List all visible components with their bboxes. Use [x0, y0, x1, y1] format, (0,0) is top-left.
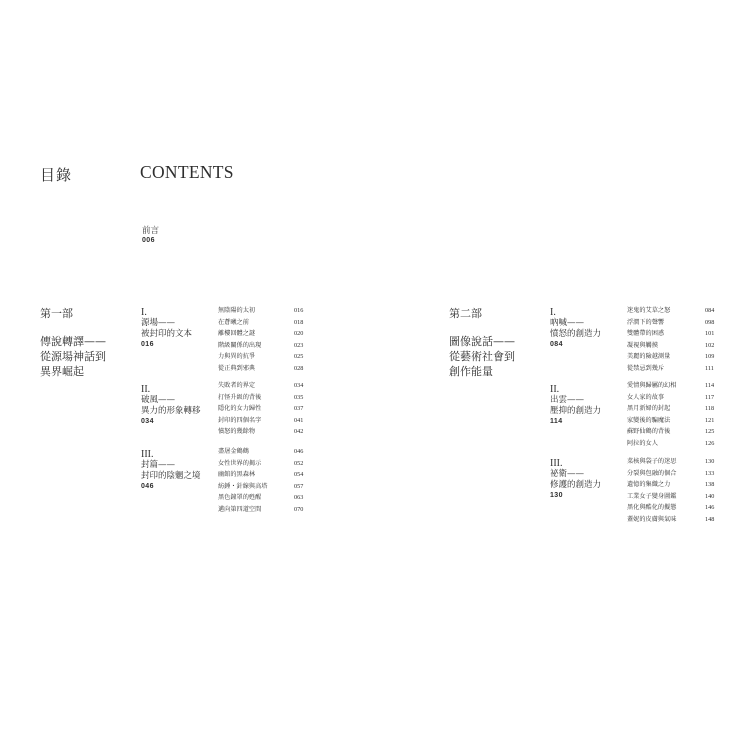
toc-entry[interactable] — [627, 502, 727, 514]
part-two-chapter-2-entries — [627, 380, 727, 450]
chapter-page-number: 084 — [550, 341, 563, 348]
toc-entry[interactable] — [218, 469, 318, 481]
preface-page-number: 006 — [142, 237, 155, 244]
part-one-heading[interactable] — [40, 306, 106, 379]
part-one-chapter-3-entries — [218, 446, 318, 516]
toc-title-chinese: 目錄 — [40, 166, 73, 184]
entry-title: 失敗者的界定 — [218, 382, 256, 389]
chapter-numeral: II. — [550, 384, 560, 395]
toc-title-english: CONTENTS — [140, 162, 234, 182]
chapter-numeral: III. — [141, 449, 154, 460]
toc-entry[interactable] — [627, 317, 727, 329]
chapter-subtitle: 憤怒的創造力 — [550, 329, 602, 339]
chapter-page-number: 046 — [141, 483, 154, 490]
part-two-chapter-2[interactable] — [550, 384, 601, 427]
toc-entry[interactable] — [627, 328, 727, 340]
entry-page: 118 — [705, 405, 715, 413]
entry-page: 130 — [705, 458, 715, 465]
entry-title: 女性世界的揭示 — [218, 459, 262, 467]
part-one-chapter-1[interactable] — [141, 307, 192, 350]
part-two-heading[interactable] — [449, 306, 515, 379]
entry-title: 蓋妮的皮膚與氣味 — [627, 515, 677, 523]
toc-entry[interactable] — [627, 479, 727, 491]
entry-page: 146 — [705, 504, 715, 512]
toc-entry[interactable] — [627, 426, 727, 438]
entry-title: 階級關係的出現 — [218, 341, 262, 349]
toc-entry[interactable] — [627, 340, 727, 352]
entry-title: 憤怒的幾餘物 — [218, 428, 256, 436]
entry-title: 迷鬼的艾草之怒 — [627, 307, 671, 314]
entry-page: 018 — [294, 318, 304, 326]
part-one-chapter-3[interactable] — [141, 449, 201, 492]
part-one-chapter-1-entries — [218, 305, 318, 375]
entry-page: 057 — [294, 482, 304, 490]
entry-page: 126 — [705, 439, 715, 447]
part-two-chapter-3-entries — [627, 456, 727, 526]
entry-title: 從正典到邪典 — [218, 364, 256, 372]
chapter-page-number: 034 — [141, 418, 154, 425]
chapter-name: 破風—— — [141, 395, 176, 405]
toc-entry[interactable] — [218, 328, 318, 340]
entry-title: 幽館的黑森林 — [218, 471, 256, 479]
toc-entry[interactable] — [218, 492, 318, 504]
part-one-title-line: 從源場神話到 — [40, 350, 106, 363]
entry-title: 雙體帶的困惑 — [627, 330, 665, 338]
entry-title: 阿拉的女人 — [627, 439, 658, 447]
entry-title: 遺憶的集織之力 — [627, 481, 671, 489]
entry-page: 070 — [294, 505, 304, 513]
toc-entry[interactable] — [218, 504, 318, 516]
toc-entry[interactable] — [627, 305, 727, 317]
entry-title: 離樓回體之謎 — [218, 330, 256, 338]
preface-label: 前言 — [142, 226, 160, 236]
chapter-subtitle: 修護的創造力 — [550, 480, 602, 490]
entry-title: 女人家的故事 — [627, 393, 665, 401]
entry-page: 037 — [294, 405, 304, 413]
toc-entry[interactable] — [218, 426, 318, 438]
entry-page: 084 — [705, 307, 715, 314]
toc-entry[interactable] — [627, 351, 727, 363]
entry-page: 042 — [294, 428, 304, 436]
entry-page: 046 — [294, 448, 304, 455]
part-two-title-line: 圖像說話—— — [449, 335, 515, 348]
entry-page: 101 — [705, 330, 715, 338]
entry-page: 148 — [705, 515, 715, 523]
entry-title: 蘇野仙鶴的背後 — [627, 428, 671, 436]
toc-entry[interactable] — [218, 317, 318, 329]
entry-page: 063 — [294, 494, 304, 502]
entry-page: 016 — [294, 307, 304, 314]
entry-page: 140 — [705, 492, 715, 500]
toc-entry[interactable] — [218, 305, 318, 317]
chapter-subtitle: 封印的陰魍之境 — [141, 471, 201, 481]
chapter-name: 源場—— — [141, 318, 176, 328]
toc-entry[interactable] — [218, 380, 318, 392]
entry-page: 125 — [705, 428, 715, 436]
toc-entry[interactable] — [218, 351, 318, 363]
chapter-name: 吶喊—— — [550, 318, 585, 328]
chapter-page-number: 114 — [550, 418, 563, 425]
part-two-label: 第二部 — [449, 307, 482, 320]
entry-title: 凝視與觸摸 — [627, 341, 658, 349]
entry-page: 028 — [294, 364, 304, 372]
toc-entry[interactable] — [218, 392, 318, 404]
entry-title: 邁向第四道空間 — [218, 505, 262, 513]
entry-page: 102 — [705, 341, 715, 349]
chapter-numeral: I. — [141, 307, 147, 318]
preface-entry[interactable] — [142, 226, 159, 244]
toc-entry[interactable] — [627, 514, 727, 526]
toc-entry[interactable] — [218, 340, 318, 352]
part-one-chapter-2-entries — [218, 380, 318, 438]
entry-page: 117 — [705, 393, 715, 401]
entry-title: 工業女子變身圖鑑 — [627, 492, 677, 500]
entry-page: 138 — [705, 481, 715, 489]
entry-title: 美麗的險越測量 — [627, 353, 671, 361]
entry-title: 菜核與袋子的迷思 — [627, 458, 677, 465]
entry-title: 力與異的抗爭 — [218, 353, 256, 361]
chapter-name: 祕衛—— — [550, 469, 585, 479]
toc-entry[interactable] — [627, 392, 727, 404]
entry-title: 無陰陽的太初 — [218, 307, 256, 314]
part-two-chapter-1-entries — [627, 305, 727, 375]
chapter-numeral: II. — [141, 384, 151, 395]
chapter-subtitle: 被封印的文本 — [141, 329, 193, 339]
toc-entry[interactable] — [218, 481, 318, 493]
entry-page: 035 — [294, 393, 304, 401]
entry-page: 023 — [294, 341, 304, 349]
toc-entry[interactable] — [218, 458, 318, 470]
chapter-page-number: 130 — [550, 492, 563, 499]
toc-entry[interactable] — [218, 446, 318, 458]
part-two-title-line: 創作能量 — [449, 365, 493, 378]
entry-page: 025 — [294, 353, 304, 361]
entry-title: 隱化的女力歸性 — [218, 405, 262, 413]
chapter-page-number: 016 — [141, 341, 154, 348]
chapter-numeral: I. — [550, 307, 556, 318]
toc-entry[interactable] — [627, 363, 727, 375]
toc-entry[interactable] — [218, 363, 318, 375]
entry-title: 黑化與酷化的擬態 — [627, 504, 677, 512]
entry-page: 114 — [705, 382, 715, 389]
toc-entry[interactable] — [218, 415, 318, 427]
entry-page: 109 — [705, 353, 715, 361]
toc-entry[interactable] — [627, 491, 727, 503]
entry-title: 黑月新婦的封起 — [627, 405, 671, 413]
toc-entry[interactable] — [627, 438, 727, 450]
chapter-numeral: III. — [550, 458, 563, 469]
chapter-subtitle: 壓抑的創造力 — [550, 406, 602, 416]
part-one-title-line: 傳說轉譯—— — [40, 335, 106, 348]
entry-title: 紡錘・針線與高塔 — [218, 482, 268, 490]
part-two-chapter-1[interactable] — [550, 307, 601, 350]
entry-page: 111 — [705, 364, 714, 372]
entry-title: 盡屠金鶴鶴 — [218, 448, 249, 455]
chapter-name: 封篇—— — [141, 460, 176, 470]
entry-page: 054 — [294, 471, 304, 479]
toc-entry[interactable] — [627, 415, 727, 427]
entry-title: 浮潤下的聲響 — [627, 318, 665, 326]
entry-title: 愛情與歸屬的幻相 — [627, 382, 677, 389]
entry-page: 034 — [294, 382, 304, 389]
toc-entry[interactable] — [218, 403, 318, 415]
toc-entry[interactable] — [627, 380, 727, 392]
entry-page: 133 — [705, 469, 715, 477]
entry-page: 098 — [705, 318, 715, 326]
entry-page: 052 — [294, 459, 304, 467]
part-two-chapter-3[interactable] — [550, 458, 601, 501]
entry-page: 121 — [705, 416, 715, 424]
chapter-name: 出雲—— — [550, 395, 585, 405]
toc-entry[interactable] — [627, 456, 727, 468]
entry-page: 041 — [294, 416, 304, 424]
part-one-chapter-2[interactable] — [141, 384, 201, 427]
toc-entry[interactable] — [627, 403, 727, 415]
entry-title: 家變後的騙魔法 — [627, 416, 671, 424]
part-one-label: 第一部 — [40, 307, 73, 320]
part-one-title-line: 異界崛起 — [40, 365, 84, 378]
entry-title: 黑色鐘罩的甦醒 — [218, 494, 262, 502]
entry-page: 020 — [294, 330, 304, 338]
entry-title: 打怪升級的背後 — [218, 393, 262, 401]
entry-title: 在蒼曦之前 — [218, 318, 249, 326]
toc-entry[interactable] — [627, 468, 727, 480]
entry-title: 封印的四個名字 — [218, 416, 262, 424]
entry-title: 分裂與包融的個合 — [627, 469, 677, 477]
part-two-title-line: 從藝術社會到 — [449, 350, 515, 363]
chapter-subtitle: 異力的形象轉移 — [141, 406, 201, 416]
entry-title: 從禁忌到幾斥 — [627, 364, 665, 372]
